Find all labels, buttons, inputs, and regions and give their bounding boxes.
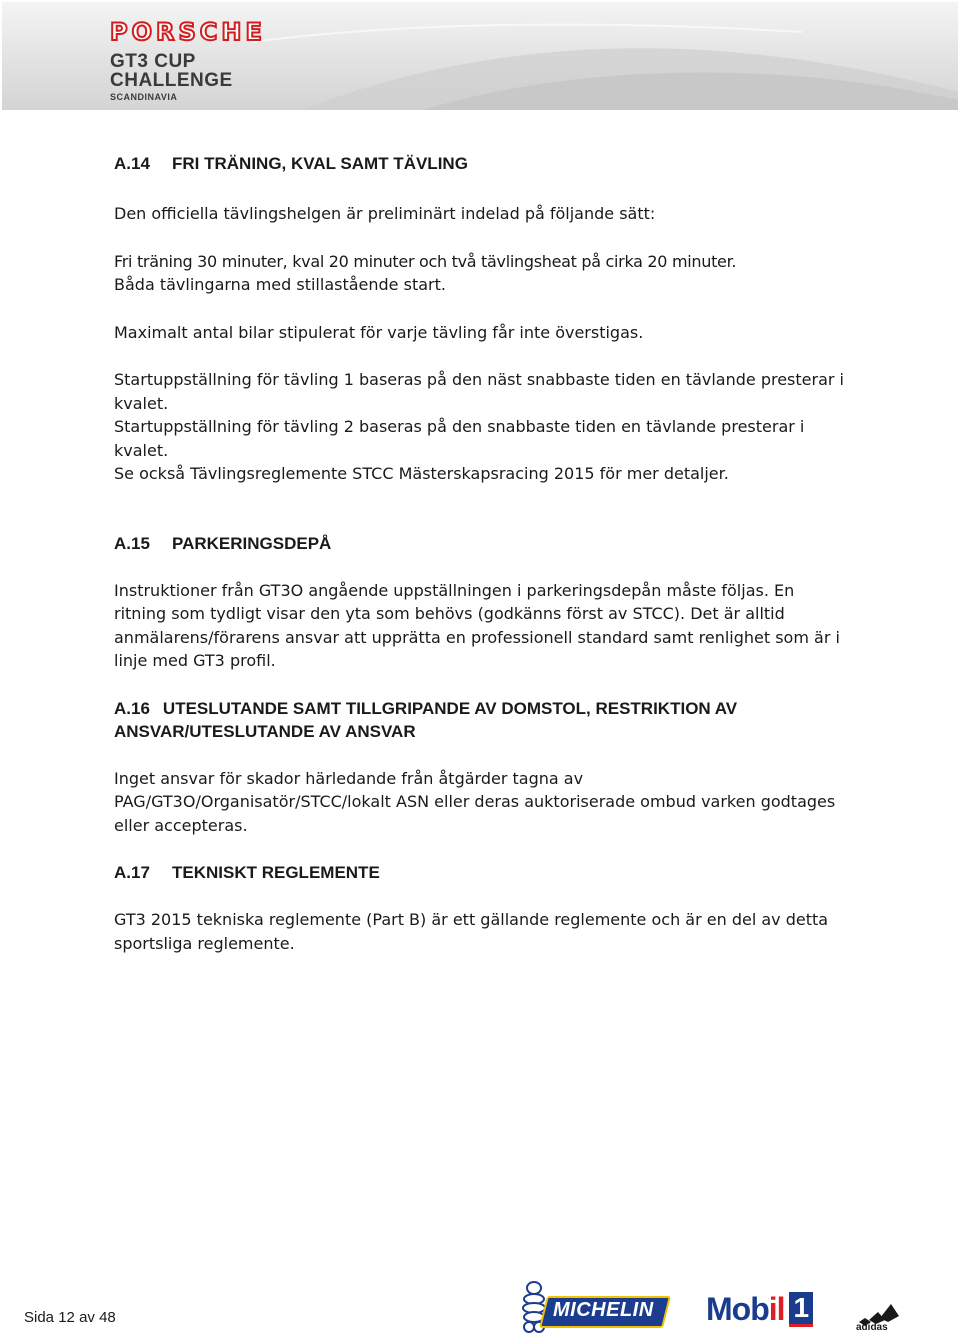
paragraph: Startuppställning för tävling 1 baseras på den näst snabbaste tiden en tävlande presterar i kvalet. bbox=[114, 370, 844, 413]
section-heading-a14 bbox=[114, 152, 844, 175]
michelin-wordmark: MICHELIN bbox=[553, 1299, 654, 1321]
section-title: TEKNISKT REGLEMENTE bbox=[172, 863, 380, 882]
paragraph: Inget ansvar för skador härledande från åtgärder tagna av PAG/GT3O/Organisatör/STCC/lokalt ASN eller deras auktoriserade ombud varken godtages eller accepteras. bbox=[114, 768, 836, 835]
series-title-line3: SCANDINAVIA bbox=[110, 92, 178, 102]
series-title-line1: GT3 CUP bbox=[110, 51, 196, 72]
paragraph: Båda tävlingarna med stillastående start. bbox=[114, 275, 446, 294]
page-total: 48 bbox=[99, 1309, 116, 1326]
paragraph: Fri träning 30 minuter, kval 20 minuter och två tävlingsheat på cirka 20 minuter. bbox=[114, 251, 737, 271]
page-prefix: Sida bbox=[24, 1309, 55, 1326]
section-title: PARKERINGSDEPÅ bbox=[172, 533, 332, 553]
header-banner bbox=[2, 2, 958, 110]
page-separator: av bbox=[79, 1309, 95, 1326]
section-title: FRI TRÄNING, KVAL SAMT TÄVLING bbox=[172, 154, 468, 173]
mobil-wordmark-b: il bbox=[768, 1291, 785, 1327]
section-heading-a15 bbox=[114, 532, 844, 555]
mobil-wordmark-a: Mob bbox=[706, 1291, 769, 1327]
adidas-wordmark: adidas bbox=[856, 1322, 888, 1333]
paragraph: Maximalt antal bilar stipulerat för varje tävling får inte överstigas. bbox=[114, 322, 644, 342]
series-title-line2: CHALLENGE bbox=[110, 70, 233, 91]
section-number: A.17 bbox=[114, 863, 150, 882]
section-number: A.14 bbox=[114, 154, 150, 173]
section-number: A.16 bbox=[114, 698, 150, 718]
paragraph: Se också Tävlingsreglemente STCC Mästerskapsracing 2015 för mer detaljer. bbox=[114, 464, 729, 483]
paragraph: Startuppställning för tävling 2 baseras på den snabbaste tiden en tävlande presterar i kvalet. bbox=[114, 417, 805, 460]
section-number: A.15 bbox=[114, 533, 150, 553]
paragraph: Instruktioner från GT3O angående uppställningen i parkeringsdepån måste följas. En ritning som tydligt visar den yta som behövs (godkänns först av STCC). Det är alltid anmälarens/förarens ansvar att upprätta en professionell standard samt renlighet som är i linje med GT3 profil. bbox=[114, 580, 840, 670]
mobil1-logo bbox=[706, 1292, 813, 1327]
page-current: 12 bbox=[58, 1309, 75, 1326]
paragraph: Den officiella tävlingshelgen är preliminärt indelad på följande sätt: bbox=[114, 204, 656, 223]
section-heading-a16 bbox=[114, 697, 844, 743]
michelin-logo bbox=[517, 1280, 665, 1334]
paragraph: GT3 2015 tekniska reglemente (Part B) är ett gällande reglemente och är en del av detta sportsliga reglemente. bbox=[114, 910, 829, 953]
document-body bbox=[114, 150, 844, 955]
page-number bbox=[24, 1309, 116, 1326]
section-title: UTESLUTANDE SAMT TILLGRIPANDE AV DOMSTOL, RESTRIKTION AV ANSVAR/UTESLUTANDE AV ANSVAR bbox=[114, 698, 738, 741]
mobil-one-badge: 1 bbox=[789, 1292, 814, 1327]
porsche-logo-text: PORSCHE bbox=[110, 18, 266, 46]
section-heading-a17 bbox=[114, 861, 844, 884]
